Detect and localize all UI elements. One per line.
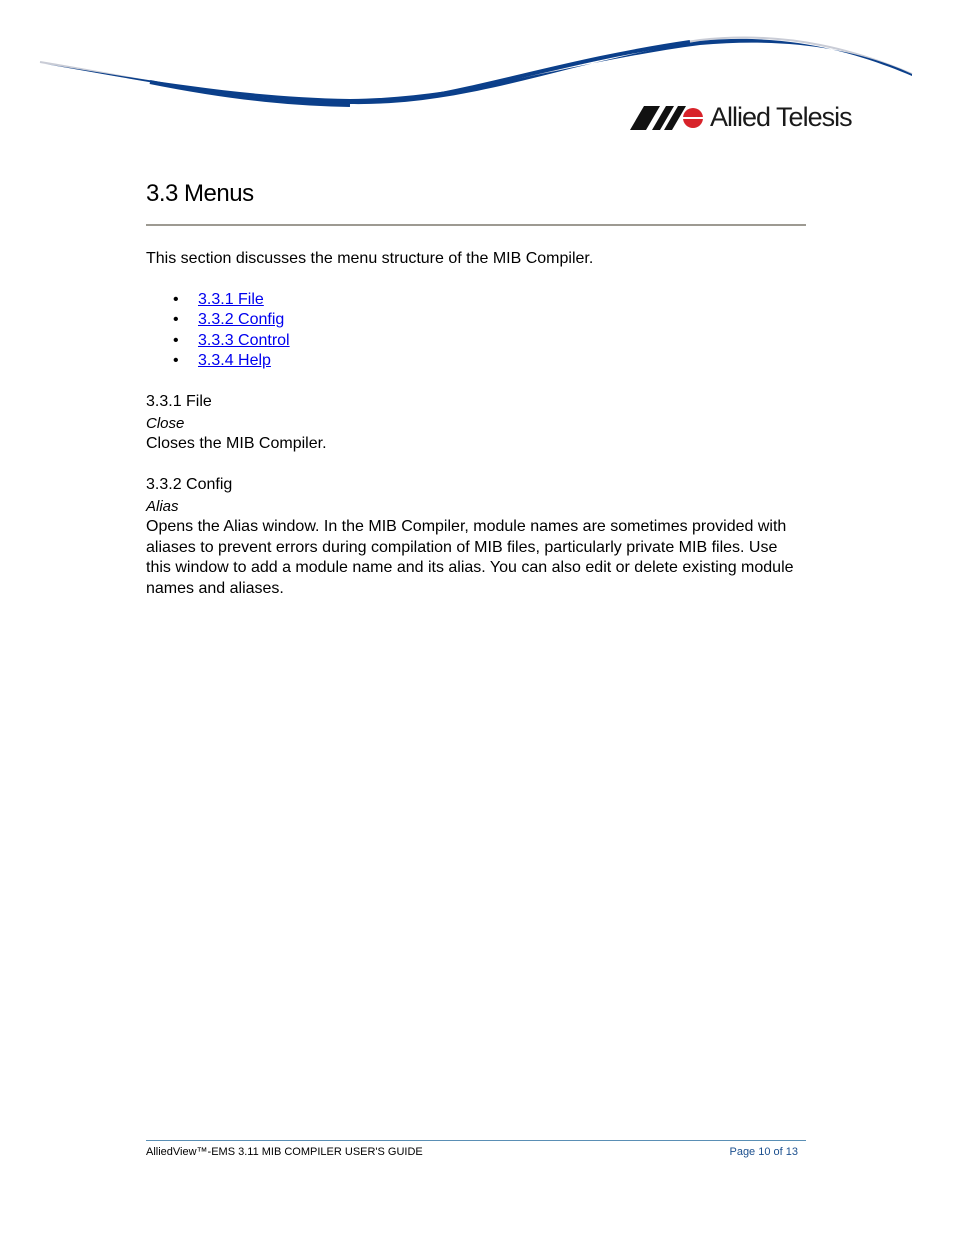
allied-telesis-logo-icon — [630, 102, 704, 132]
table-of-contents — [146, 290, 806, 372]
toc-item-control — [146, 331, 806, 352]
toc-link-control[interactable]: 3.3.3 Control — [198, 331, 290, 349]
subsection-body-file: Closes the MIB Compiler. — [146, 434, 327, 452]
toc-link-file[interactable]: 3.3.1 File — [198, 290, 264, 308]
subsection-heading-config: 3.3.2 Config — [146, 476, 233, 493]
toc-item-help — [146, 351, 806, 372]
subsection-heading-file: 3.3.1 File — [146, 392, 212, 410]
footer-document-title: AlliedView™-EMS 3.11 MIB COMPILER USER'S GUIDE — [146, 1146, 423, 1158]
toc-item-file — [146, 290, 806, 311]
brand-name: Allied Telesis — [710, 102, 852, 132]
section-intro: This section discusses the menu structure of the MIB Compiler. — [146, 250, 594, 267]
footer-page-number: Page 10 of 13 — [729, 1146, 798, 1158]
toc-link-config[interactable]: 3.3.2 Config — [198, 311, 285, 328]
main-content — [146, 176, 806, 599]
toc-link-help[interactable]: 3.3.4 Help — [198, 352, 271, 369]
brand-logo — [630, 100, 852, 134]
toc-item-config — [146, 310, 806, 331]
bullet-icon: • — [173, 290, 179, 308]
page-footer — [146, 1140, 806, 1158]
bullet-icon: • — [173, 331, 179, 349]
bullet-icon: • — [173, 311, 179, 328]
title-divider — [146, 224, 806, 226]
subsection-body-config: Opens the Alias window. In the MIB Compiler, module names are sometimes provided with aliases to prevent errors during compilation of MIB files, particularly private MIB files. Use this window to add a module name and its alias. You can also edit or delete existing module names and aliases. — [146, 518, 794, 597]
menu-item-alias: Alias — [146, 498, 179, 515]
bullet-icon: • — [173, 352, 179, 369]
section-title: 3.3 Menus — [146, 180, 254, 207]
menu-item-close: Close — [146, 414, 185, 432]
